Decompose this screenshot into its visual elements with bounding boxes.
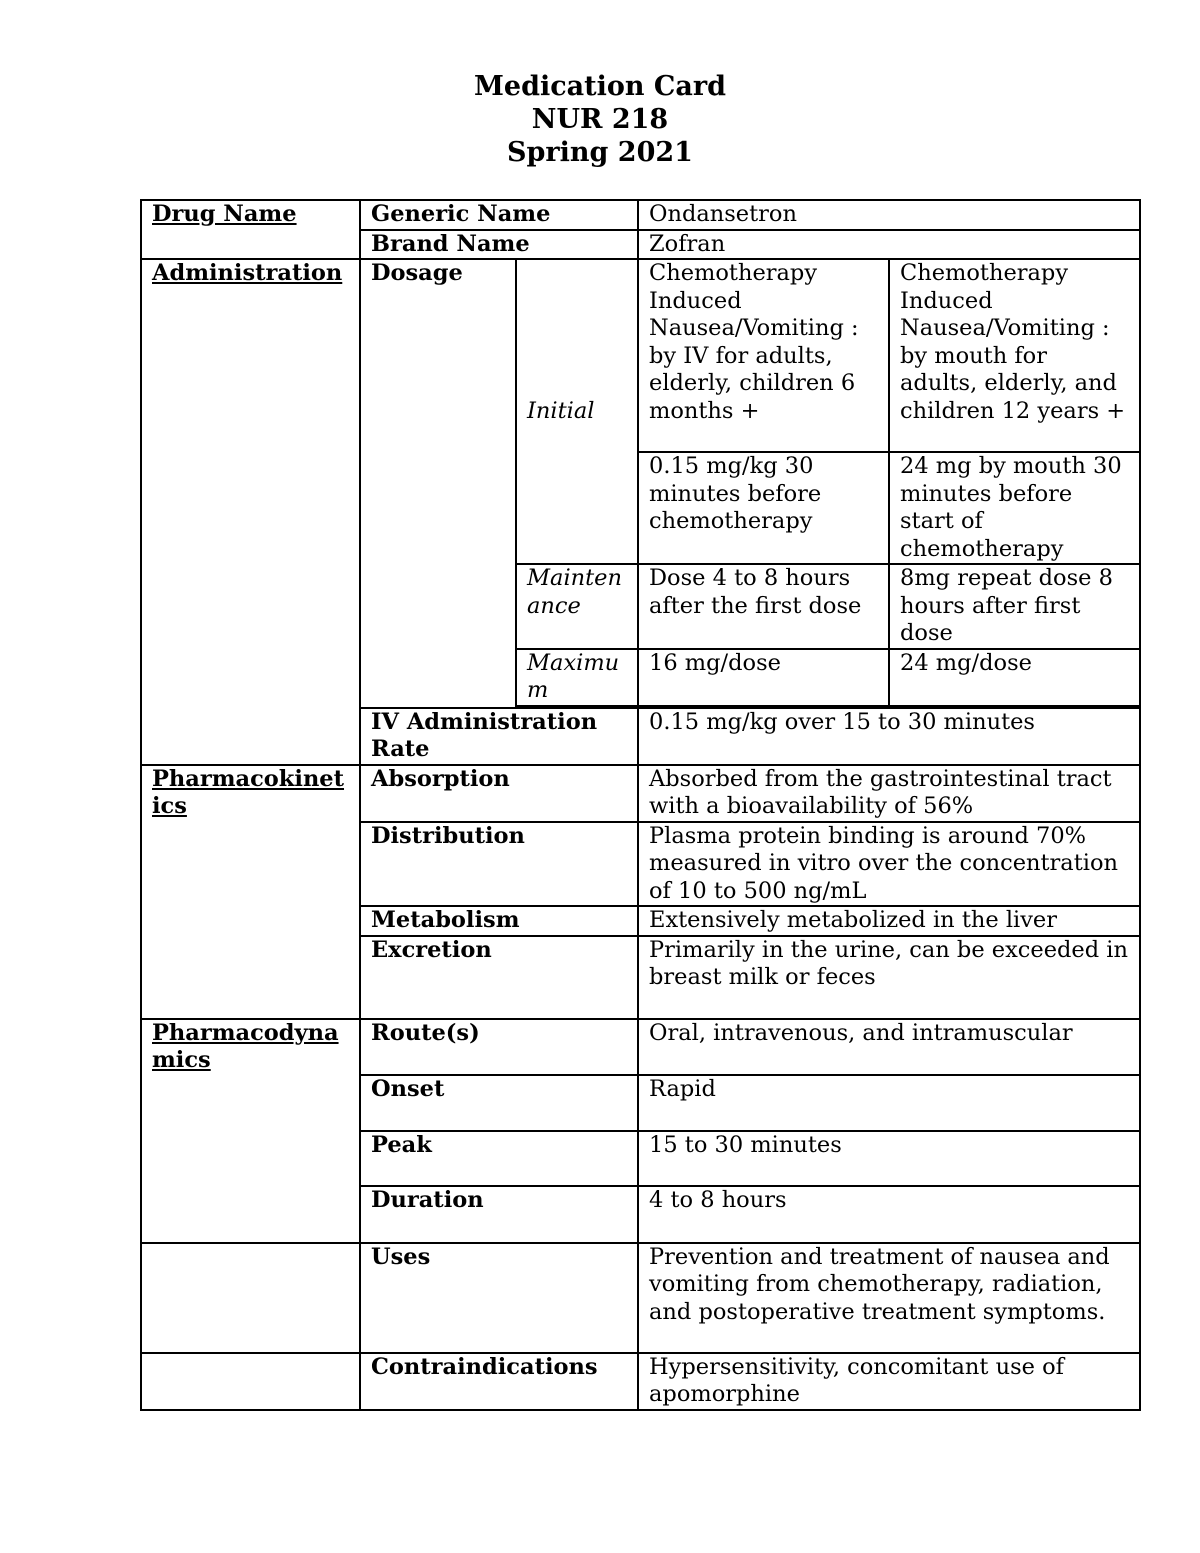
value-onset: Rapid [638,1075,1140,1131]
label-uses: Uses [360,1243,638,1353]
table-row [141,1019,1140,1075]
label-absorption: Absorption [360,765,638,822]
value-routes: Oral, intravenous, and intramuscular [638,1019,1140,1075]
label-duration: Duration [360,1186,638,1243]
label-contraindications: Contraindications [360,1353,638,1410]
value-metabolism: Extensively metabolized in the liver [638,906,1140,936]
label-initial: Initial [516,259,638,564]
section-drug-name: Drug Name [141,200,360,259]
value-excretion: Primarily in the urine, can be exceeded in breast milk or feces [638,936,1140,1019]
course-code: NUR 218 [531,104,669,135]
label-brand-name: Brand Name [360,230,638,260]
label-generic-name: Generic Name [360,200,638,230]
medication-card-table [140,199,1141,1411]
section-pharmacodynamics: Pharmacodynamics [141,1019,360,1243]
dosage-oral-indication: Chemotherapy Induced Nausea/Vomiting : by mouth for adults, elderly, and children 12 years + [889,259,1140,452]
dosage-iv-initial: 0.15 mg/kg 30 minutes before chemotherapy [638,452,889,564]
value-contraindications: Hypersensitivity, concomitant use of apomorphine [638,1353,1140,1410]
value-duration: 4 to 8 hours [638,1186,1140,1243]
label-excretion: Excretion [360,936,638,1019]
label-maximum: Maximum [516,649,638,706]
section-administration: Administration [141,259,360,765]
table-row [141,200,1140,230]
value-uses: Prevention and treatment of nausea and vomiting from chemotherapy, radiation, and postoperative treatment symptoms. [638,1243,1140,1353]
dosage-oral-maintenance: 8mg repeat dose 8 hours after first dose [889,564,1140,649]
label-peak: Peak [360,1131,638,1186]
dosage-iv-indication: Chemotherapy Induced Nausea/Vomiting : by IV for adults, elderly, children 6 months + [638,259,889,452]
term: Spring 2021 [507,137,693,168]
value-absorption: Absorbed from the gastrointestinal tract with a bioavailability of 56% [638,765,1140,822]
label-distribution: Distribution [360,822,638,907]
table-row [141,765,1140,822]
value-peak: 15 to 30 minutes [638,1131,1140,1186]
table-row [141,1243,1140,1353]
label-iv-rate: IV Administration Rate [360,708,638,765]
table-row [141,259,1140,452]
section-pharmacokinetics: Pharmacokinetics [141,765,360,1019]
table-row [141,1353,1140,1410]
dosage-iv-maintenance: Dose 4 to 8 hours after the first dose [638,564,889,649]
page-title [0,70,1200,169]
dosage-oral-maximum: 24 mg/dose [889,649,1140,706]
value-generic-name: Ondansetron [638,200,1140,230]
label-metabolism: Metabolism [360,906,638,936]
dosage-iv-maximum: 16 mg/dose [638,649,889,706]
empty-section-cell [141,1243,360,1353]
label-routes: Route(s) [360,1019,638,1075]
label-dosage: Dosage [360,259,516,708]
value-brand-name: Zofran [638,230,1140,260]
dosage-oral-initial: 24 mg by mouth 30 minutes before start of chemotherapy [889,452,1140,564]
label-maintenance: Maintenance [516,564,638,649]
value-iv-rate: 0.15 mg/kg over 15 to 30 minutes [638,708,1140,765]
empty-section-cell [141,1353,360,1410]
label-onset: Onset [360,1075,638,1131]
value-distribution: Plasma protein binding is around 70% measured in vitro over the concentration of 10 to 500 ng/mL [638,822,1140,907]
card-title: Medication Card [474,71,726,102]
